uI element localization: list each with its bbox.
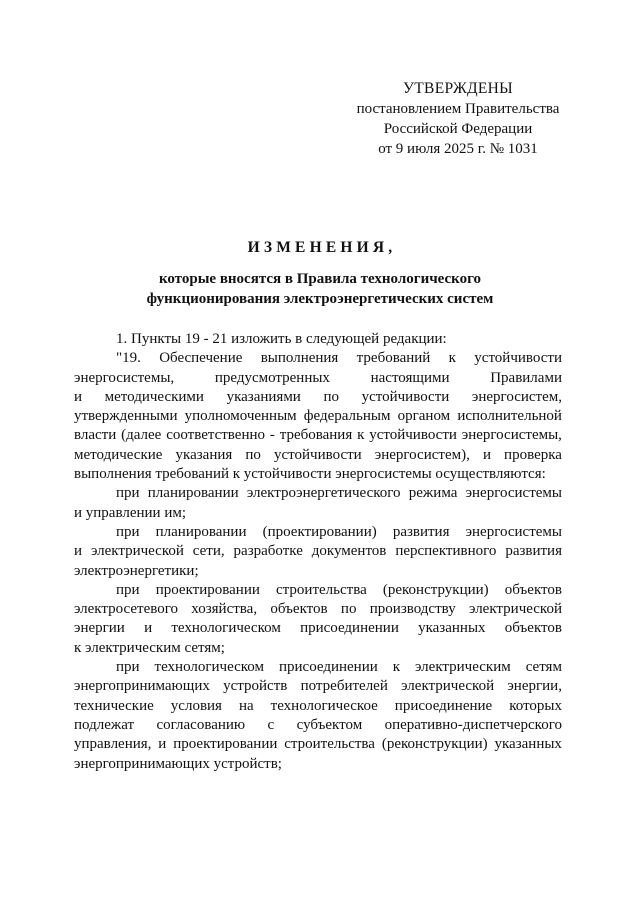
body-line: и электрической сети, разработке документов перспективного развития [74, 543, 562, 560]
document-subtitle-line-2: функционирования электроэнергетических систем [146, 291, 494, 307]
body-line: управления, и проектировании строительства (реконструкции) указанных [74, 736, 562, 753]
document-heading [0, 238, 640, 309]
document-subtitle-line-1: которые вносятся в Правила технологического [158, 271, 482, 287]
body-line: утвержденными уполномоченным федеральным органом исполнительной [74, 408, 562, 425]
body-line: электросетевого хозяйства, объектов по производству электрической [74, 601, 562, 618]
approval-line-1: постановлением Правительства [356, 101, 560, 117]
body-line: власти (далее соответственно - требования к устойчивости энергосистемы, [74, 427, 562, 444]
body-line: и методическими указаниями по устойчивости энергосистем, [74, 388, 562, 405]
document-title: ИЗМЕНЕНИЯ, [247, 239, 397, 256]
approval-line-2: Российской Федерации [383, 121, 533, 137]
body-line: энергии и технологическом присоединении указанных объектов [74, 620, 562, 637]
document-subtitle [0, 269, 640, 309]
body-line: энергосистемы, предусмотренных настоящими Правилами [74, 369, 562, 386]
document-body [74, 330, 562, 774]
body-line: "19. Обеспечение выполнения требований к устойчивости [116, 350, 562, 367]
body-line: 1. Пункты 19 - 21 изложить в следующей редакции: [116, 331, 447, 347]
body-line: методические указания по устойчивости энергосистем), и проверка [74, 446, 562, 463]
body-line: энергопринимающих устройств потребителей электрической энергии, [74, 678, 562, 695]
body-line: при проектировании строительства (реконструкции) объектов [116, 581, 562, 598]
body-line: подлежат согласованию с субъектом оперативно-диспетчерского [74, 716, 562, 733]
body-line: при планировании электроэнергетического режима энергосистемы [116, 485, 562, 502]
approval-block [318, 79, 598, 159]
body-line: к электрическим сетям; [74, 639, 225, 656]
approval-title: УТВЕРЖДЕНЫ [403, 80, 513, 97]
body-line: электроэнергетики; [74, 562, 199, 579]
body-line: и управлении им; [74, 504, 187, 521]
body-line: технические условия на технологическое присоединение которых [74, 697, 562, 714]
body-line: выполнения требований к устойчивости энергосистемы осуществляются: [74, 466, 546, 483]
body-line: при технологическом присоединении к электрическим сетям [116, 659, 562, 676]
body-line: энергопринимающих устройств; [74, 755, 282, 772]
body-line: при планировании (проектировании) развития энергосистемы [116, 523, 562, 540]
approval-line-3: от 9 июля 2025 г. № 1031 [378, 141, 538, 157]
